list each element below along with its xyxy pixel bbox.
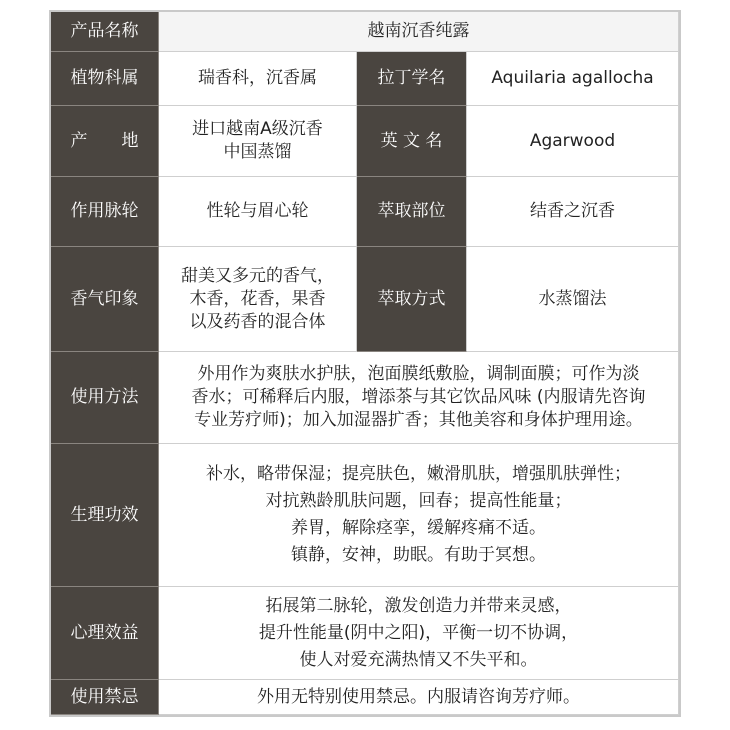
- value-psychological: [159, 587, 679, 680]
- label-english-name: 英 文 名: [357, 106, 467, 177]
- label-chakra: 作用脉轮: [51, 177, 159, 247]
- physio-line: 养胃，解除痉挛，缓解疼痛不适。: [291, 518, 546, 538]
- value-english-name: Agarwood: [467, 106, 679, 177]
- label-psychological: 心理效益: [51, 587, 159, 680]
- aroma-line: 甜美又多元的香气，: [181, 265, 334, 286]
- origin-line: 进口越南A级沉香: [192, 119, 323, 139]
- usage-line: 专业芳疗师)；加入加湿器扩香；其他美容和身体护理用途。: [194, 410, 643, 430]
- psych-line: 提升性能量(阴中之阳)，平衡一切不协调，: [258, 622, 579, 643]
- label-physiological: 生理功效: [51, 444, 159, 587]
- label-extract-method: 萃取方式: [357, 247, 467, 352]
- aroma-line: 木香，花香，果香: [189, 288, 326, 309]
- label-extract-part: 萃取部位: [357, 177, 467, 247]
- label-aroma: 香气印象: [51, 247, 159, 352]
- value-extract-part: 结香之沉香: [467, 177, 679, 247]
- psych-line: 拓展第二脉轮，激发创造力并带来灵感，: [265, 595, 572, 616]
- value-product-name: 越南沉香纯露: [159, 12, 679, 52]
- usage-line: 香水；可稀释后内服，增添茶与其它饮品风味 (内服请先咨询: [191, 387, 646, 407]
- label-product-name: 产品名称: [51, 12, 159, 52]
- aroma-line: 以及药香的混合体: [189, 311, 326, 332]
- label-contraindications: 使用禁忌: [51, 680, 159, 715]
- usage-line: 外用作为爽肤水护肤，泡面膜纸敷脸，调制面膜；可作为淡: [197, 364, 640, 384]
- physio-line: 对抗熟龄肌肤问题，回春；提高性能量；: [265, 491, 572, 511]
- value-aroma: [159, 247, 357, 352]
- physio-line: 镇静，安神，助眠。有助于冥想。: [291, 545, 546, 565]
- value-plant-family: 瑞香科，沉香属: [159, 52, 357, 106]
- value-origin: [159, 106, 357, 177]
- label-plant-family: 植物科属: [51, 52, 159, 106]
- value-chakra: 性轮与眉心轮: [159, 177, 357, 247]
- label-latin-name: 拉丁学名: [357, 52, 467, 106]
- origin-line: 中国蒸馏: [223, 142, 292, 162]
- label-usage: 使用方法: [51, 352, 159, 444]
- value-contraindications: 外用无特别使用禁忌。内服请咨询芳疗师。: [159, 680, 679, 715]
- product-info-table: [51, 12, 679, 715]
- value-usage: [159, 352, 679, 444]
- physio-line: 补水，略带保湿；提亮肤色，嫩滑肌肤，增强肌肤弹性；: [206, 464, 631, 484]
- value-physiological: [159, 444, 679, 587]
- label-origin: 产 地: [51, 106, 159, 177]
- psych-line: 使人对爱充满热情又不失平和。: [299, 649, 538, 670]
- value-extract-method: 水蒸馏法: [467, 247, 679, 352]
- value-latin-name: Aquilaria agallocha: [467, 52, 679, 106]
